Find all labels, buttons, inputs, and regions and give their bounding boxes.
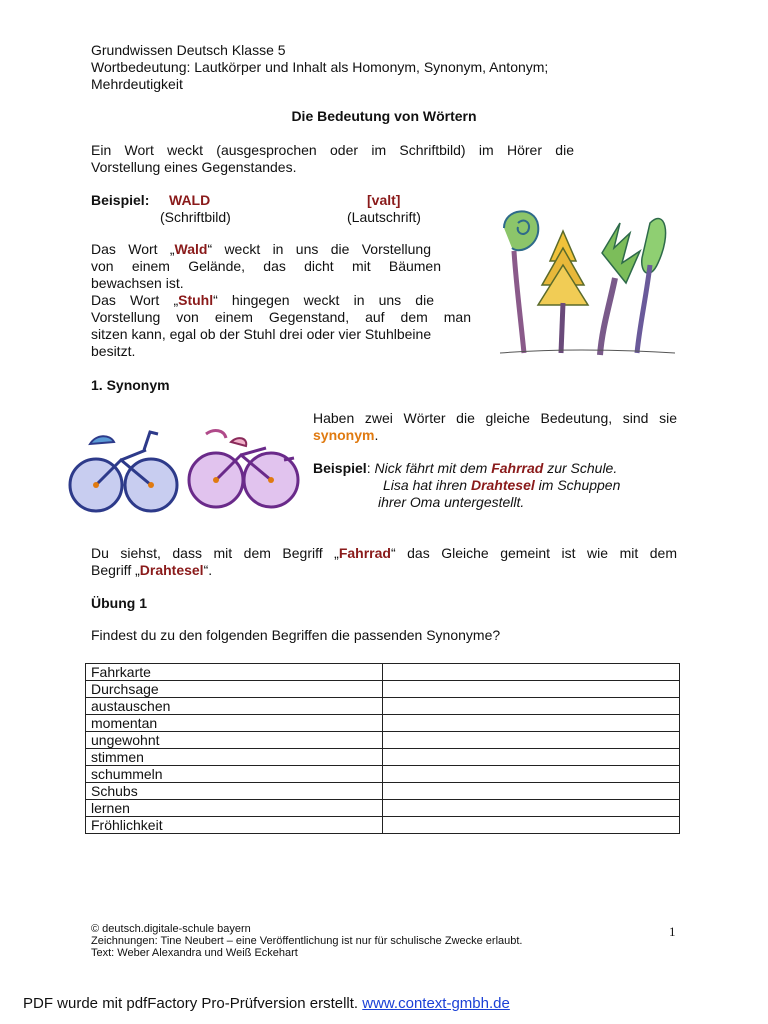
lautschrift-caption: (Lautschrift) [347,209,421,225]
synonym-table-body [86,664,680,834]
table-row [86,698,680,715]
term-cell: austauschen [86,698,383,715]
synonym-term: synonym [313,427,375,443]
synonym-ex-fahrrad: Fahrrad [491,460,544,476]
answer-cell[interactable] [383,732,680,749]
schriftbild-caption: (Schriftbild) [160,209,231,225]
fahrrad-post2: “. [203,562,213,578]
exercise-question: Findest du zu den folgenden Begriffen die passenden Synonyme? [91,627,501,643]
stuhl-paragraph [91,292,481,360]
footer-copyright: © deutsch.digitale-schule bayern [91,923,251,935]
synonym-ex-colon: : [366,460,375,476]
fahrrad-paragraph [91,545,677,579]
beispiel-label-group [91,192,149,209]
term-cell: lernen [86,800,383,817]
term-cell: ungewohnt [86,732,383,749]
synonym-ex-s2-post: im Schuppen [534,477,621,493]
stuhl-line-3: sitzen kann, egal ob der Stuhl drei oder vier Stuhlbeine [91,326,432,342]
fahrrad-line-1 [91,545,677,562]
table-row [86,715,680,732]
intro-line-2: Vorstellung eines Gegenstandes. [91,159,297,175]
footer-drawings-credit: Zeichnungen: Tine Neubert – eine Veröffentlichung ist nur für schulische Zwecke erlaubt. [91,935,523,947]
synonym-ex-s1-pre: Nick fährt mit dem [374,460,492,476]
wald-post: “ weckt in uns die Vorstellung [207,241,431,257]
synonym-ex-s1-post: zur Schule. [543,460,618,476]
stuhl-post: “ hingegen weckt in uns die [213,292,434,308]
answer-cell[interactable] [383,783,680,800]
synonym-ex-line-2 [313,477,677,494]
footer-text-credit: Text: Weber Alexandra und Weiß Eckehart [91,947,298,959]
table-row [86,766,680,783]
header-line-2: Wortbedeutung: Lautkörper und Inhalt als Homonym, Synonym, Antonym; [91,59,549,75]
document-header [91,42,691,93]
synonym-period: . [374,427,379,443]
beispiel-block [91,192,471,232]
synonym-ex-s2-pre: Lisa hat ihren [383,477,471,493]
answer-cell[interactable] [383,766,680,783]
intro-line-1: Ein Wort weckt (ausgesprochen oder im Schriftbild) im Hörer die [91,142,574,158]
answer-cell[interactable] [383,800,680,817]
answer-cell[interactable] [383,749,680,766]
fir-tree-icon [538,231,588,353]
fahrrad-pre: Du siehst, dass mit dem Begriff „ [91,545,339,561]
tall-leaf-tree-icon [637,219,666,353]
term-cell: stimmen [86,749,383,766]
fahrrad-word: Fahrrad [338,545,391,561]
bicycle-2-icon [189,431,298,507]
beispiel-lautschrift: [valt] [367,192,401,208]
stuhl-line-1 [91,292,434,309]
beispiel-colon: : [144,192,150,208]
term-cell: Fröhlichkeit [86,817,383,834]
term-cell: Fahrkarte [86,664,383,681]
table-row [86,681,680,698]
table-row [86,783,680,800]
trees-illustration [490,203,680,363]
stuhl-pre: Das Wort „ [91,292,179,308]
answer-cell[interactable] [383,664,680,681]
beispiel-label: Beispiel [91,192,145,208]
pdf-watermark-note [23,995,510,1012]
header-line-3: Mehrdeutigkeit [91,76,183,92]
synonym-definition [313,410,677,444]
term-cell: momentan [86,715,383,732]
answer-cell[interactable] [383,698,680,715]
beispiel-word: WALD [169,192,211,208]
synonym-ex-label: Beispiel [313,460,367,476]
term-cell: Schubs [86,783,383,800]
wald-line-2: von einem Gelände, das dicht mit Bäumen [91,258,441,274]
wald-word: Wald [174,241,208,257]
page-footer [91,923,681,959]
term-cell: Durchsage [86,681,383,698]
synonym-example [313,460,677,511]
wald-paragraph [91,241,481,292]
uebung-heading: Übung 1 [91,595,147,611]
bicycle-icon [70,432,177,511]
intro-paragraph [91,142,574,176]
table-row [86,800,680,817]
pdf-note-text: PDF wurde mit pdfFactory Pro-Prüfversion erstellt. [23,995,363,1012]
synonym-heading: 1. Synonym [91,377,170,393]
fahrrad-line-2 [91,562,677,579]
synonym-def-line-2 [313,427,677,444]
synonym-table [85,663,680,834]
table-row [86,817,680,834]
leaf-tree-icon [600,223,640,355]
answer-cell[interactable] [383,715,680,732]
stuhl-line-2: Vorstellung von einem Gegenstand, auf dem man [91,309,471,325]
fahrrad-pre2: Begriff „ [91,562,140,578]
synonym-ex-line-1 [313,460,677,477]
page-title: Die Bedeutung von Wörtern [291,108,477,124]
fahrrad-mid: “ das Gleiche gemeint ist wie mit dem [390,545,678,561]
bicycles-illustration [66,420,302,520]
wald-line-1 [91,241,431,258]
table-row [86,749,680,766]
stuhl-word: Stuhl [178,292,214,308]
context-gmbh-link[interactable]: www.context-gmbh.de [362,995,510,1012]
wald-line-3: bewachsen ist. [91,275,184,291]
drahtesel-word: Drahtesel [139,562,204,578]
synonym-ex-drahtesel: Drahtesel [470,477,535,493]
synonym-def-line-1: Haben zwei Wörter die gleiche Bedeutung, sind sie [313,410,677,426]
stuhl-line-4: besitzt. [91,343,136,359]
wald-pre: Das Wort „ [91,241,175,257]
page-number: 1 [669,924,676,939]
table-row [86,664,680,681]
answer-cell[interactable] [383,817,680,834]
answer-cell[interactable] [383,681,680,698]
header-line-1: Grundwissen Deutsch Klasse 5 [91,42,286,58]
spiral-tree-icon [504,211,538,353]
table-row [86,732,680,749]
term-cell: schummeln [86,766,383,783]
synonym-ex-line-3: ihrer Oma untergestellt. [378,494,525,510]
